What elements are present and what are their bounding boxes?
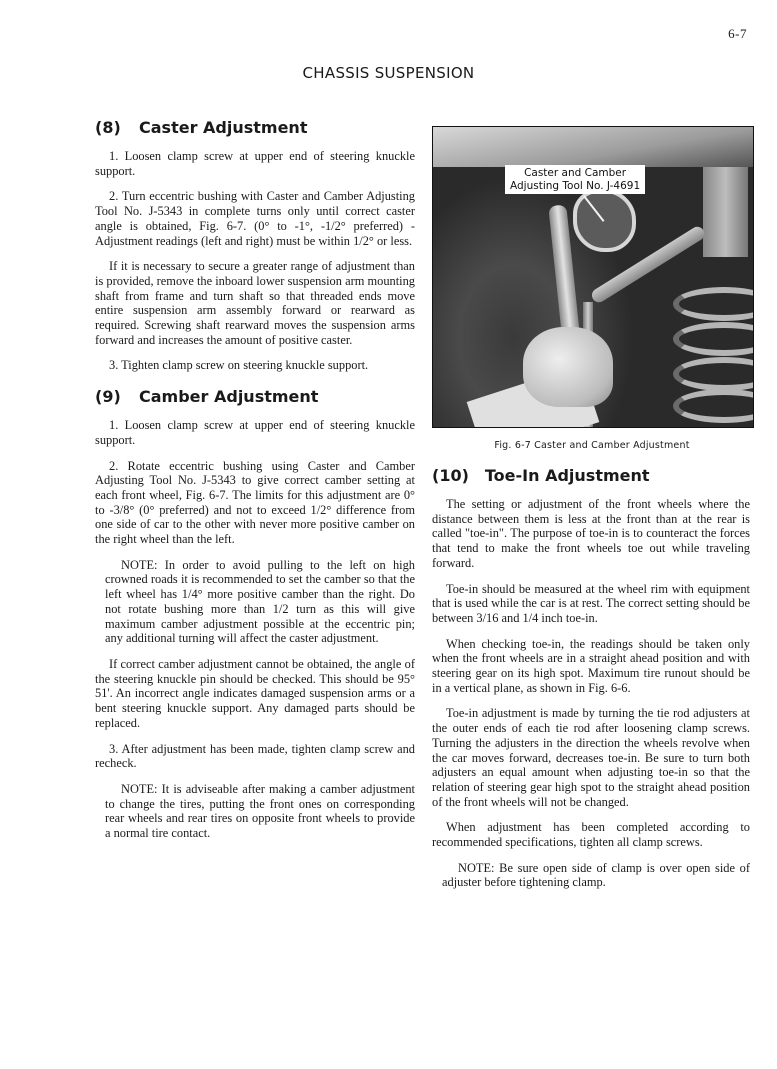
coil-spring <box>673 357 754 391</box>
section-heading-camber <box>95 387 415 406</box>
toe-in-note: NOTE: Be sure open side of clamp is over open side of adjuster before tightening clamp. <box>442 860 750 890</box>
callout-line-1: Caster and Camber <box>524 167 627 179</box>
left-column <box>95 118 415 852</box>
toe-in-completion: When adjustment has been completed according to recommended specifications, tighten all clamp screws. <box>432 820 750 850</box>
caster-step-3: 3. Tighten clamp screw on steering knuckle support. <box>109 358 369 373</box>
camber-step-2: 2. Rotate eccentric bushing using Caster and Camber Adjusting Tool No. J-5343 to give correct camber setting at each front wheel, Fig. 6-7. The limits for this adjustment are 0° to -3/8° (0° preferred) and not to exceed 1/2° difference from one side of car to the other with never more positive camber on the right wheel than the left. <box>95 458 415 547</box>
right-column <box>432 466 750 901</box>
toe-in-checking: When checking toe-in, the readings should be taken only when the front wheels are in a straight ahead position and with steering gear on its high spot. Maximum tire runout should be in a vertical plane, as shown in Fig. 6-6. <box>432 636 750 695</box>
page-title: CHASSIS SUSPENSION <box>302 64 475 82</box>
toe-in-adjustment: Toe-in adjustment is made by turning the tie rod adjusters at the outer ends of each tie rod after loosening clamp screws. Turning the adjusters in the direction the wheels revolve when the car moves forward, decreases toe-in. Be sure to turn both adjusters an equal amount when adjusting toe-in so that the relation of steering gear high spot to the straight ahead position of the front wheels will not be changed. <box>432 706 750 809</box>
figure-caption: Fig. 6-7 Caster and Camber Adjustment <box>494 440 690 451</box>
section-number: (10) <box>432 466 469 485</box>
photo-frame-bracket <box>703 167 748 257</box>
section-number: (9) <box>95 387 121 407</box>
figure-callout-label <box>505 165 645 194</box>
section-heading-toe-in <box>432 466 750 485</box>
section-title: Toe-In Adjustment <box>484 466 650 485</box>
camber-step-1: 1. Loosen clamp screw at upper end of steering knuckle support. <box>95 418 415 447</box>
camber-note-1: NOTE: In order to avoid pulling to the left on high crowned roads it is recommended to set the camber so that the left wheel has 1/4° more positive camber than the right. Do not rotate bushing more than 1/2 turn as this will give maximum camber adjustment possible at the eccentric pin; any additional turning will affect the caster adjustment. <box>105 557 415 646</box>
section-number: (8) <box>95 118 121 137</box>
section-heading-caster <box>95 118 415 137</box>
section-title: Caster Adjustment <box>139 118 308 137</box>
toe-in-definition: The setting or adjustment of the front wheels where the distance between them is less at the front than at the rear is called "toe-in". The purpose of toe-in is to counteract the forces that tend to make the front wheels toe out while traveling forward. <box>432 497 750 570</box>
camber-knuckle-paragraph: If correct camber adjustment cannot be obtained, the angle of the steering knuckle pin should be checked. This should be 95° 51'. An incorrect angle indicates damaged suspension arms or a bent steering knuckle support. Any damaged parts should be replaced. <box>95 656 415 730</box>
coil-spring <box>673 389 754 423</box>
figure-caster-camber-photo <box>432 126 754 428</box>
photo-background <box>433 127 753 167</box>
section-title: Camber Adjustment <box>139 387 319 407</box>
coil-spring <box>673 287 754 321</box>
camber-note-2: NOTE: It is adviseable after making a camber adjustment to change the tires, putting the front ones on corresponding rear wheels and rear tires on opposite front wheels to provide a normal tire contact. <box>105 781 415 841</box>
page-number: 6-7 <box>728 26 747 41</box>
callout-line-2: Adjusting Tool No. J-4691 <box>510 179 641 192</box>
caster-range-paragraph: If it is necessary to secure a greater range of adjustment than is provided, remove the inboard lower suspension arm mounting shaft from frame and turn shaft so that threaded ends move entire suspension arm assembly forward or rearward as required. Screwing shaft rearward moves the suspension arms forward and increases the amount of positive caster. <box>95 259 415 347</box>
caster-step-2: 2. Turn eccentric bushing with Caster and Camber Adjusting Tool No. J-5343 in complete turns only until correct caster angle is obtained, Fig. 6-7. (0° to -1°, -1/2° preferred) - Adjustment readings (left and right) must be within 1/2° or less. <box>95 189 415 248</box>
camber-step-3: 3. After adjustment has been made, tighten clamp screw and recheck. <box>95 741 415 771</box>
toe-in-measurement: Toe-in should be measured at the wheel rim with equipment that is used while the car is at rest. The correct setting should be between 3/16 and 1/4 inch toe-in. <box>432 581 750 625</box>
hand <box>523 327 613 407</box>
caster-step-1: 1. Loosen clamp screw at upper end of steering knuckle support. <box>95 149 415 178</box>
coil-spring <box>673 322 754 356</box>
